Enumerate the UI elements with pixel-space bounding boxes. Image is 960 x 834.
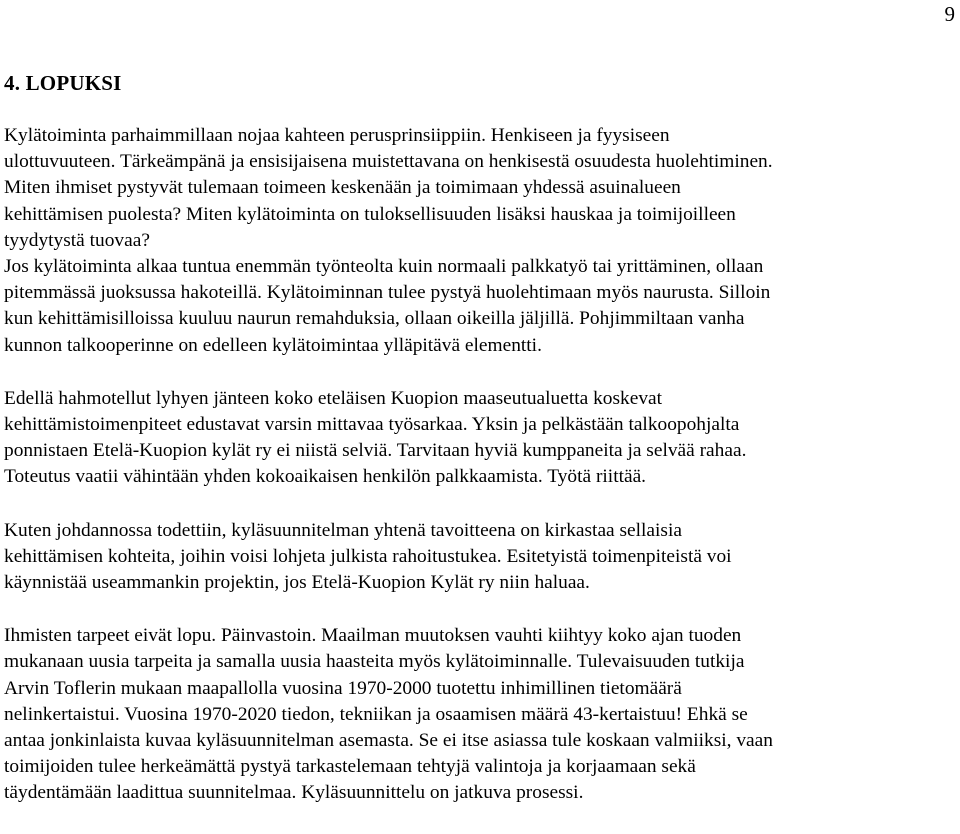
paragraph-4 bbox=[4, 623, 954, 806]
text-line: kehittämisen puolesta? Miten kylätoiminta on tuloksellisuuden lisäksi hauskaa ja toimijoilleen bbox=[4, 203, 736, 225]
text-line: ponnistaen Etelä-Kuopion kylät ry ei niistä selviä. Tarvitaan hyviä kumppaneita ja selvää rahaa. bbox=[4, 440, 747, 462]
text-line: toimijoiden tulee herkeämättä pystyä tarkastelemaan tehtyjä valintoja ja korjaamaan sekä bbox=[4, 756, 696, 778]
text-line: Edellä hahmotellut lyhyen jänteen koko eteläisen Kuopion maaseutualuetta koskevat bbox=[4, 387, 663, 409]
text-line: Arvin Toflerin mukaan maapallolla vuosina 1970-2000 tuotettu inhimillinen tietomäärä bbox=[4, 677, 682, 699]
text-line: täydentämään laadittua suunnitelmaa. Kyläsuunnittelu on jatkuva prosessi. bbox=[4, 782, 584, 804]
text-line: kehittämisen kohteita, joihin voisi lohjeta julkista rahoitustukea. Esitetyistä toimenpiteistä voi bbox=[4, 545, 732, 567]
text-line: tyydytystä tuovaa? bbox=[4, 229, 150, 251]
text-line: Kylätoiminta parhaimmillaan nojaa kahteen perusprinsiippiin. Henkiseen ja fyysiseen bbox=[4, 125, 670, 146]
text-line: antaa jonkinlaista kuvaa kyläsuunnitelman asemasta. Se ei itse asiassa tule koskaan valmiiksi, vaan bbox=[4, 730, 773, 752]
text-line: kunnon talkooperinne on edelleen kylätoimintaa ylläpitävä elementti. bbox=[4, 334, 542, 356]
paragraph-1 bbox=[4, 123, 954, 359]
text-line: Kuten johdannossa todettiin, kyläsuunnitelman yhtenä tavoitteena on kirkastaa sellaisia bbox=[4, 519, 682, 541]
paragraph-2 bbox=[4, 386, 954, 491]
text-line: ulottuvuuteen. Tärkeämpänä ja ensisijaisena muistettavana on henkisestä osuudesta huolehtiminen. bbox=[4, 151, 773, 173]
text-line: nelinkertaistui. Vuosina 1970-2020 tiedon, tekniikan ja osaamisen määrä 43-kertaistuu! Ehkä se bbox=[4, 703, 748, 725]
text-line: mukanaan uusia tarpeita ja samalla uusia haasteita myös kylätoiminnalle. Tulevaisuuden tutkija bbox=[4, 651, 745, 673]
text-line: kehittämistoimenpiteet edustavat varsin mittavaa työsarkaa. Yksin ja pelkästään talkoopohjalta bbox=[4, 414, 740, 436]
text-line: kun kehittämisilloissa kuuluu naurun remahduksia, ollaan oikeilla jäljillä. Pohjimmiltaan vanha bbox=[4, 308, 745, 330]
section-heading: 4. LOPUKSI bbox=[4, 71, 122, 95]
body-text bbox=[4, 123, 954, 833]
paragraph-3 bbox=[4, 518, 954, 597]
text-line: käynnistää useammankin projektin, jos Etelä-Kuopion Kylät ry niin haluaa. bbox=[4, 572, 590, 594]
text-line: Toteutus vaatii vähintään yhden kokoaikaisen henkilön palkkaamista. Työtä riittää. bbox=[4, 466, 647, 488]
text-line: Ihmisten tarpeet eivät lopu. Päinvastoin. Maailman muutoksen vauhti kiihtyy koko ajan tuoden bbox=[4, 625, 742, 647]
page-number: 9 bbox=[944, 2, 955, 26]
text-line: pitemmässä juoksussa hakoteillä. Kylätoiminnan tulee pystyä huolehtimaan myös naurusta. Silloin bbox=[4, 282, 771, 304]
text-line: Jos kylätoiminta alkaa tuntua enemmän työnteolta kuin normaali palkkatyö tai yrittäminen, ollaan bbox=[4, 256, 764, 278]
text-line: Miten ihmiset pystyvät tulemaan toimeen keskenään ja toimimaan yhdessä asuinalueen bbox=[4, 177, 681, 199]
